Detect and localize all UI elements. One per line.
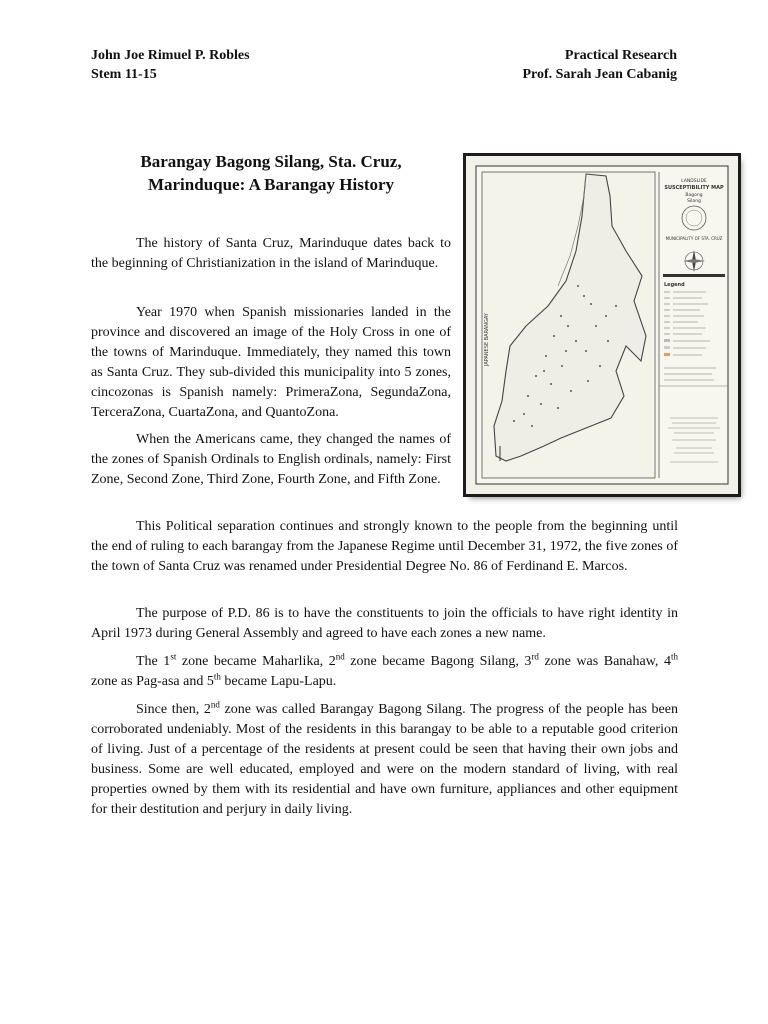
map-place-2: Silang: [687, 199, 701, 204]
paragraph-1: The history of Santa Cruz, Marinduque dates back to the beginning of Christianization in the island of Marinduque.: [91, 236, 451, 271]
header-right: [522, 46, 677, 84]
map-title-line-1: LANDSLIDE: [681, 179, 707, 184]
map-municipality: MUNICIPALITY OF STA. CRUZ: [665, 236, 723, 241]
map-title-line-2: SUSCEPTIBILITY MAP: [664, 185, 724, 191]
author-name: John Joe Rimuel P. Robles: [91, 48, 250, 63]
paragraph-3: When the Americans came, they changed the names of the zones of Spanish Ordinals to English ordinals, namely: First Zone, Second Zone, Third Zone, Fourth Zone, and Fifth Zone.: [91, 432, 451, 487]
title-line-2: Marinduque: A Barangay History: [147, 175, 395, 194]
paragraph-5: The purpose of P.D. 86 is to have the constituents to join the officials to have right identity in April 1973 during General Assembly and agreed to have each zones a new name.: [91, 606, 678, 641]
paragraph-6: The 1st zone became Maharlika, 2nd zone became Bagong Silang, 3rd zone was Banahaw, 4th zone as Pag-asa and 5th became Lapu-Lapu.: [91, 651, 678, 689]
map-side-label: JAPANESE BARANGAY: [484, 313, 490, 366]
scale-bar: [663, 274, 725, 277]
title-line-1: Barangay Bagong Silang, Sta. Cruz,: [140, 152, 402, 171]
section-label: Stem 11-15: [91, 67, 157, 82]
paragraph-4: This Political separation continues and strongly known to the people from the beginning until the end of ruling to each barangay from the Japanese Regime until December 31, 1972, the five zones of the town of Santa Cruz was renamed under Presidential Degree No. 86 of Ferdinand E. Marcos.: [91, 519, 678, 574]
paragraph-2: Year 1970 when Spanish missionaries landed in the province and discovered an image of the Holy Cross in one of the towns of Marinduque. Immediately, they named this town as Santa Cruz. They sub-divided this municipality into 5 zones, cincozonas is Spanish namely: PrimeraZona, SegundaZona, TerceraZona, CuartaZona, and QuantoZona.: [91, 305, 451, 420]
map-place-1: Bagong: [685, 193, 703, 198]
professor-name: Prof. Sarah Jean Cabanig: [522, 67, 677, 82]
document-title: [91, 150, 451, 196]
header-left: [91, 46, 250, 84]
map-legend-title: Legend: [664, 282, 685, 288]
landslide-map-image: [466, 156, 738, 494]
paragraph-7: Since then, 2nd zone was called Barangay Bagong Silang. The progress of the people has been corroborated undeniably. Most of the residents in this barangay to be able to a reputable good criterion of living. Just of a percentage of the residents at present could be seen that having their own jobs and business. Some are well educated, employed and were on the modern standard of living, with real properties owned by them with its residential and have own furniture, appliances and other equipment for their destitution and perjury in daily living.: [91, 699, 678, 817]
course-name: Practical Research: [564, 48, 677, 63]
map-figure: [466, 156, 738, 494]
